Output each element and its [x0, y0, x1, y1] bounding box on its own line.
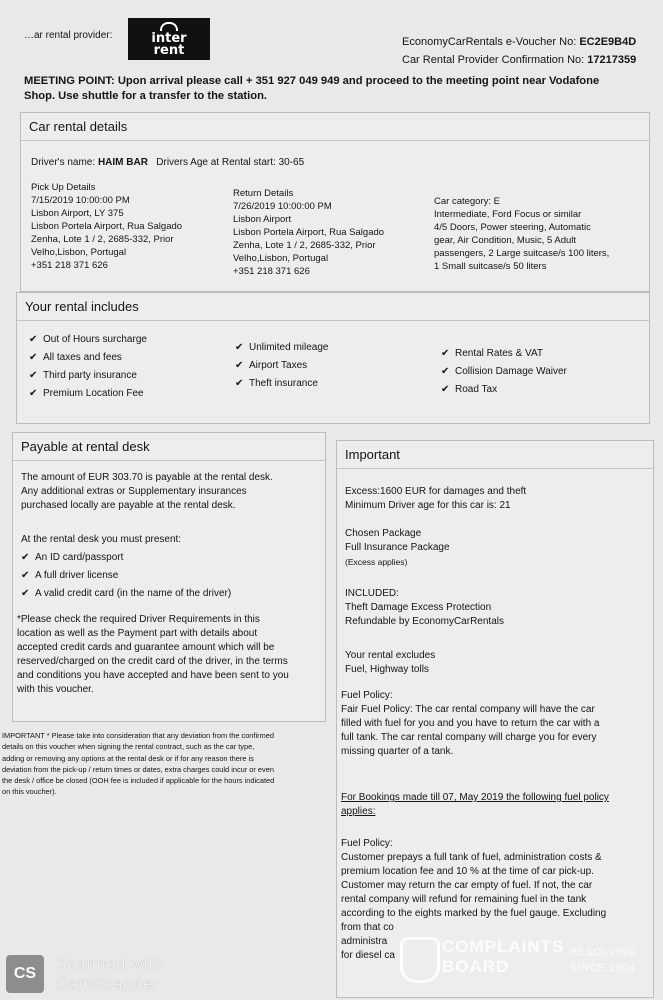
check-mark-icon: ✔	[21, 552, 30, 563]
shield-icon	[400, 937, 440, 983]
driver-age: 30-65	[278, 157, 305, 168]
check-mark-icon: ✔	[235, 378, 244, 389]
fuel-policy-1: Fuel Policy: Fair Fuel Policy: The car rental company will have the car filled with fuel for you and you have to return the car with a full tank. The car rental company will charge you for every missing quarter of a tank.	[341, 690, 600, 757]
meeting-point	[24, 74, 644, 104]
payable-paragraph: The amount of EUR 303.70 is payable at the rental desk. Any additional extras or Supplementary insurances purchased locally are payable at the rental desk.	[21, 472, 273, 511]
voucher-value: EC2E9B4D	[579, 36, 637, 48]
check-mark-icon: ✔	[441, 348, 450, 359]
present-label: At the rental desk you must present:	[21, 534, 182, 545]
car-line: 4/5 Doors, Power steering, Automatic	[434, 222, 591, 233]
bookings-notice: For Bookings made till 07, May 2019 the following fuel policy applies:	[341, 792, 609, 817]
logo-line2: rent	[153, 43, 185, 58]
pickup-heading: Pick Up Details	[31, 182, 96, 193]
includes-col3	[441, 345, 567, 399]
confirmation-value: 17217359	[587, 54, 637, 66]
check-mark-icon: ✔	[441, 366, 450, 377]
driver-requirements-note: *Please check the required Driver Requirements in this location as well as the Payment part with details about accepted credit cards and guarantee amount which will be reserved/charged on the credit card of the driver, in the terms and conditions you have accepted and have been sent to you with this voucher.	[17, 614, 289, 695]
pickup-line: Lisbon Airport, LY 375	[31, 208, 124, 219]
driver-info	[31, 157, 304, 168]
driver-name-label: Driver's name:	[31, 157, 96, 168]
chosen-package: Chosen Package Full Insurance Package (Excess applies)	[345, 528, 450, 567]
present-item: ✔ A full driver license	[21, 567, 231, 585]
pickup-line: 7/15/2019 10:00:00 PM	[31, 195, 130, 206]
check-mark-icon: ✔	[21, 570, 30, 581]
check-mark-icon: ✔	[235, 360, 244, 371]
include-item: ✔ Airport Taxes	[235, 357, 328, 375]
check-mark-icon: ✔	[29, 334, 38, 345]
include-item: ✔ Premium Location Fee	[29, 385, 147, 403]
rental-includes-section	[16, 292, 650, 424]
present-item: ✔ An ID card/passport	[21, 549, 231, 567]
section-title: Car rental details	[21, 113, 649, 141]
car-category	[434, 195, 609, 273]
include-item: ✔ Unlimited mileage	[235, 339, 328, 357]
return-line: Velho,Lisbon, Portugal	[233, 253, 329, 264]
pickup-line: +351 218 371 626	[31, 260, 108, 271]
include-item: ✔ All taxes and fees	[29, 349, 147, 367]
return-line: Lisbon Airport	[233, 214, 292, 225]
interrent-logo	[128, 18, 210, 60]
logo-ring-icon	[160, 22, 178, 31]
includes-col1	[29, 331, 147, 403]
check-mark-icon: ✔	[441, 384, 450, 395]
camscanner-logo-icon: CS	[6, 955, 44, 993]
include-item: ✔ Third party insurance	[29, 367, 147, 385]
logo-line1: inter	[151, 31, 187, 46]
car-line: 1 Small suitcase/s 50 liters	[434, 261, 547, 272]
check-mark-icon: ✔	[29, 352, 38, 363]
voucher-label: EconomyCarRentals e-Voucher No:	[402, 36, 577, 48]
confirmation-label: Car Rental Provider Confirmation No:	[402, 54, 585, 66]
meeting-point-line1: MEETING POINT: Upon arrival please call + 351 927 049 949 and proceed to the meeting point near Vodafone	[24, 75, 600, 87]
include-item: ✔ Road Tax	[441, 381, 567, 399]
include-item: ✔ Collision Damage Waiver	[441, 363, 567, 381]
present-list	[21, 549, 231, 603]
important-footnote: IMPORTANT * Please take into consideration that any deviation from the confirmed details on this voucher when signing the rental contract, such as the car type, adding or removing any options at the rental desk or if for any reason there is deviation from the pick-up / return times or dates, extra charges could incur or even the desk / office be closed (OOH fee is included if applicable for the hours indicated on this voucher).	[2, 731, 275, 797]
includes-col2	[235, 339, 328, 393]
confirmation-number	[402, 54, 636, 66]
section-title: Payable at rental desk	[13, 433, 325, 461]
car-line: passengers, 2 Large suitcase/s 100 liters,	[434, 248, 610, 259]
check-mark-icon: ✔	[29, 370, 38, 381]
include-item: ✔ Out of Hours surcharge	[29, 331, 147, 349]
return-heading: Return Details	[233, 188, 294, 199]
section-title: Important	[337, 441, 653, 469]
complaints-board-watermark: COMPLAINTS BOARD RESOLVING SINCE 2004	[400, 937, 650, 982]
pickup-line: Lisbon Portela Airport, Rua Salgado	[31, 221, 183, 232]
return-line: Lisbon Portela Airport, Rua Salgado	[233, 227, 385, 238]
provider-label: …ar rental provider:	[24, 30, 113, 41]
pickup-line: Velho,Lisbon, Portugal	[31, 247, 127, 258]
return-line: +351 218 371 626	[233, 266, 310, 277]
voucher-number	[402, 36, 636, 48]
camscanner-watermark: Scanned with CamScanner	[56, 956, 165, 993]
car-line: Intermediate, Ford Focus or similar	[434, 209, 582, 220]
fuel-policy-2: Fuel Policy: Customer prepays a full tank of fuel, administration costs & premium location fee and 10 % at the time of car pick-up. Customer may return the car empty of fuel. If not, the car rental company will refund for remaining fuel in the tank according to the eights marked by the fuel gauge. Excluding from that co administra for diesel ca	[341, 838, 607, 961]
payable-section	[12, 432, 326, 722]
car-rental-details-section	[20, 112, 650, 292]
check-mark-icon: ✔	[235, 342, 244, 353]
pickup-details	[31, 181, 182, 272]
car-line: gear, Air Condition, Music, 5 Adult	[434, 235, 577, 246]
excess-info: Excess:1600 EUR for damages and theft Minimum Driver age for this car is: 21	[345, 486, 527, 511]
include-item: ✔ Rental Rates & VAT	[441, 345, 567, 363]
excludes-info: Your rental excludes Fuel, Highway tolls	[345, 650, 436, 675]
meeting-point-line2: Shop. Use shuttle for a transfer to the station.	[24, 90, 268, 102]
return-line: Zenha, Lote 1 / 2, 2685-332, Prior	[233, 240, 376, 251]
section-title: Your rental includes	[17, 293, 649, 321]
pickup-line: Zenha, Lote 1 / 2, 2685-332, Prior	[31, 234, 174, 245]
check-mark-icon: ✔	[29, 388, 38, 399]
return-line: 7/26/2019 10:00:00 PM	[233, 201, 332, 212]
driver-age-label: Drivers Age at Rental start:	[156, 157, 276, 168]
car-heading: Car category: E	[434, 196, 500, 207]
present-item: ✔ A valid credit card (in the name of the driver)	[21, 585, 231, 603]
included-info: INCLUDED: Theft Damage Excess Protection Refundable by EconomyCarRentals	[345, 588, 504, 627]
driver-name: HAIM BAR	[97, 157, 148, 168]
important-section	[336, 440, 654, 998]
return-details	[233, 187, 384, 278]
include-item: ✔ Theft insurance	[235, 375, 328, 393]
check-mark-icon: ✔	[21, 588, 30, 599]
